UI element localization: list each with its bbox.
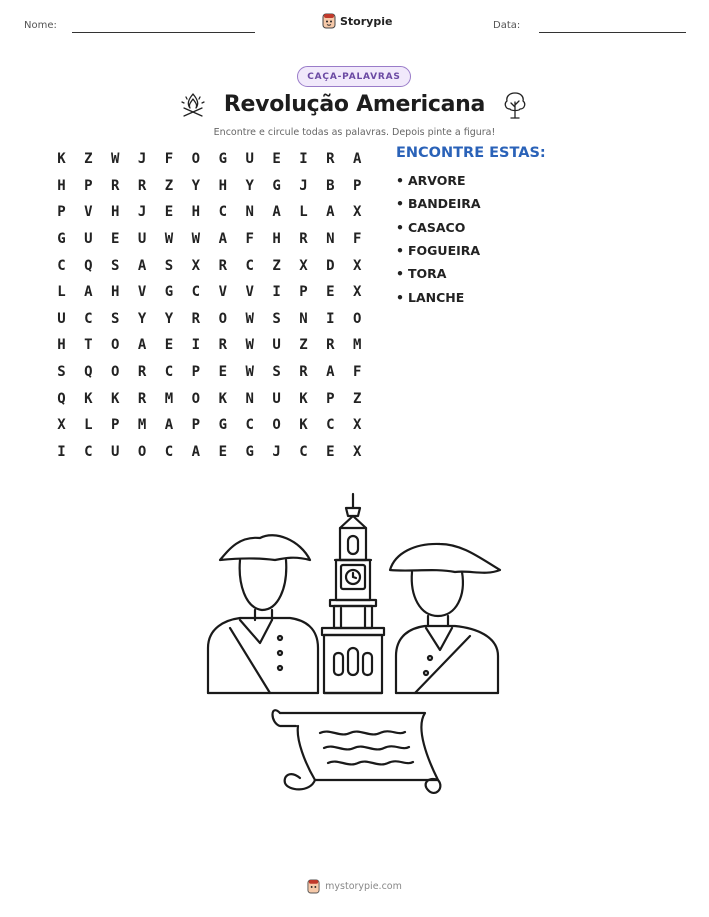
grid-letter[interactable]: Y [137,310,147,327]
grid-letter[interactable]: O [353,310,362,327]
grid-letter[interactable]: U [111,443,120,460]
grid-letter[interactable]: E [164,204,174,221]
grid-letter[interactable]: K [218,390,227,407]
grid-letter[interactable]: C [299,443,308,460]
grid-letter[interactable]: Q [84,257,93,274]
grid-letter[interactable]: C [326,417,335,434]
grid-letter[interactable]: S [164,257,174,274]
left-soldier-figure [208,535,318,693]
grid-row [48,306,371,333]
grid-letter[interactable]: X [353,417,362,434]
word-text: BANDEIRA [408,196,481,212]
grid-letter[interactable]: B [326,177,335,194]
grid-letter[interactable]: S [111,310,120,327]
grid-letter[interactable]: S [272,364,281,381]
grid-row [48,359,371,386]
grid-letter[interactable]: C [84,443,93,460]
grid-letter[interactable]: U [272,337,281,354]
grid-letter[interactable]: X [353,204,362,221]
grid-letter[interactable]: V [245,284,254,301]
grid-letter[interactable]: N [245,390,254,407]
grid-letter[interactable]: P [111,417,120,434]
grid-letter[interactable]: K [57,151,66,168]
grid-letter[interactable]: X [57,417,66,434]
grid-letter[interactable]: A [164,417,174,434]
grid-letter[interactable]: S [272,310,281,327]
bullet: • [396,173,404,189]
grid-letter[interactable]: Z [84,151,93,168]
logo-icon [322,13,336,29]
grid-letter[interactable]: A [84,284,93,301]
grid-letter[interactable]: Y [245,177,254,194]
grid-letter[interactable]: U [272,390,281,407]
grid-letter[interactable]: J [137,204,147,221]
grid-letter[interactable]: A [353,151,362,168]
grid-letter[interactable]: C [245,257,254,274]
grid-letter[interactable]: A [326,364,335,381]
date-label: Data: [493,20,521,31]
grid-letter[interactable]: O [272,417,281,434]
grid-letter[interactable]: F [164,151,174,168]
grid-letter[interactable]: L [84,417,93,434]
grid-letter[interactable]: I [326,310,335,327]
grid-letter[interactable]: U [137,231,147,248]
name-line[interactable] [72,32,255,33]
brand [322,13,392,29]
grid-letter[interactable]: J [299,177,308,194]
grid-letter[interactable]: H [191,204,201,221]
grid-letter[interactable]: V [137,284,147,301]
grid-letter[interactable]: C [57,257,66,274]
grid-row [48,199,371,226]
grid-letter[interactable]: A [137,337,147,354]
grid-letter[interactable]: S [57,364,66,381]
grid-letter[interactable]: E [111,231,120,248]
brand-name: Storypie [340,14,393,28]
grid-letter[interactable]: M [353,337,362,354]
grid-letter[interactable]: X [299,257,308,274]
word-list-item [396,262,481,285]
grid-letter[interactable]: R [191,310,201,327]
word-search-grid [48,146,371,465]
grid-letter[interactable]: X [353,443,362,460]
grid-letter[interactable]: H [57,337,66,354]
grid-letter[interactable]: W [245,310,254,327]
word-list-item [396,285,481,308]
word-list-title: ENCONTRE ESTAS: [396,145,546,161]
grid-letter[interactable]: I [57,443,66,460]
grid-letter[interactable]: O [191,390,201,407]
word-list-item [396,216,481,239]
grid-letter[interactable]: M [164,390,174,407]
grid-letter[interactable]: L [299,204,308,221]
grid-letter[interactable]: O [191,151,201,168]
grid-letter[interactable]: U [57,310,66,327]
grid-letter[interactable]: R [137,390,147,407]
grid-letter[interactable]: I [299,151,308,168]
grid-letter[interactable]: C [191,284,201,301]
grid-letter[interactable]: R [137,177,147,194]
grid-letter[interactable]: D [326,257,335,274]
grid-letter[interactable]: P [353,177,362,194]
grid-letter[interactable]: H [111,284,120,301]
grid-letter[interactable]: V [84,204,93,221]
grid-letter[interactable]: A [326,204,335,221]
word-list-item [396,192,481,215]
grid-letter[interactable]: K [299,417,308,434]
grid-row [48,252,371,279]
grid-letter[interactable]: G [164,284,174,301]
grid-letter[interactable]: I [191,337,201,354]
right-soldier-figure [390,544,500,693]
scroll-document [273,710,441,793]
grid-letter[interactable]: H [272,231,281,248]
grid-letter[interactable]: X [353,257,362,274]
grid-letter[interactable]: N [245,204,254,221]
word-text: LANCHE [408,289,465,305]
grid-row [48,279,371,306]
grid-letter[interactable]: E [326,443,335,460]
grid-row [48,226,371,253]
grid-letter[interactable]: O [218,310,227,327]
grid-letter[interactable]: E [272,151,281,168]
grid-letter[interactable]: R [218,337,227,354]
grid-letter[interactable]: W [191,231,201,248]
grid-letter[interactable]: E [218,443,227,460]
grid-letter[interactable]: K [299,390,308,407]
word-text: FOGUEIRA [408,243,481,259]
name-label: Nome: [24,20,57,31]
grid-letter[interactable]: W [164,231,174,248]
grid-letter[interactable]: G [218,151,227,168]
grid-letter[interactable]: X [191,257,201,274]
grid-letter[interactable]: E [218,364,227,381]
grid-letter[interactable]: R [326,337,335,354]
category-badge: CAÇA-PALAVRAS [297,66,411,87]
grid-letter[interactable]: X [353,284,362,301]
grid-letter[interactable]: Z [299,337,308,354]
grid-letter[interactable]: P [84,177,93,194]
grid-letter[interactable]: C [218,204,227,221]
grid-letter[interactable]: K [111,390,120,407]
grid-letter[interactable]: I [272,284,281,301]
grid-letter[interactable]: C [245,417,254,434]
grid-letter[interactable]: R [137,364,147,381]
grid-row [48,332,371,359]
grid-row [48,146,371,173]
grid-letter[interactable]: A [137,257,147,274]
grid-letter[interactable]: G [272,177,281,194]
revolution-illustration [200,488,510,808]
grid-letter[interactable]: R [111,177,120,194]
grid-letter[interactable]: P [191,364,201,381]
grid-letter[interactable]: Y [164,310,174,327]
grid-letter[interactable]: N [299,310,308,327]
grid-letter[interactable]: C [164,443,174,460]
bullet: • [396,266,404,282]
grid-letter[interactable]: M [137,417,147,434]
grid-letter[interactable]: G [57,231,66,248]
grid-letter[interactable]: Z [353,390,362,407]
word-text: TORA [408,266,447,282]
grid-letter[interactable]: R [299,231,308,248]
word-list-item [396,169,481,192]
grid-letter[interactable]: P [191,417,201,434]
bullet: • [396,243,404,259]
grid-letter[interactable]: T [84,337,93,354]
grid-letter[interactable]: P [299,284,308,301]
grid-letter[interactable]: Y [191,177,201,194]
grid-row [48,385,371,412]
page-title: Revolução Americana [223,92,486,117]
grid-letter[interactable]: F [353,231,362,248]
grid-letter[interactable]: J [272,443,281,460]
grid-letter[interactable]: J [137,151,147,168]
grid-letter[interactable]: W [245,337,254,354]
grid-letter[interactable]: Q [57,390,66,407]
clock-tower [322,494,384,693]
grid-letter[interactable]: O [111,337,120,354]
footer-url[interactable]: mystorypie.com [325,881,402,892]
grid-letter[interactable]: W [111,151,120,168]
word-text: CASACO [408,219,466,235]
grid-letter[interactable]: E [326,284,335,301]
grid-letter[interactable]: F [245,231,254,248]
grid-letter[interactable]: N [326,231,335,248]
grid-letter[interactable]: Z [272,257,281,274]
grid-letter[interactable]: A [191,443,201,460]
grid-letter[interactable]: H [57,177,66,194]
grid-letter[interactable]: G [245,443,254,460]
footer-logo-icon [307,879,320,894]
word-list-item [396,239,481,262]
grid-letter[interactable]: O [137,443,147,460]
bullet: • [396,219,404,235]
grid-letter[interactable]: P [326,390,335,407]
grid-letter[interactable]: R [218,257,227,274]
grid-letter[interactable]: P [57,204,66,221]
date-line[interactable] [539,32,686,33]
grid-letter[interactable]: O [111,364,120,381]
grid-letter[interactable]: F [353,364,362,381]
grid-letter[interactable]: U [245,151,254,168]
bullet: • [396,289,404,305]
bullet: • [396,196,404,212]
grid-letter[interactable]: U [84,231,93,248]
grid-letter[interactable]: C [84,310,93,327]
grid-letter[interactable]: R [299,364,308,381]
grid-letter[interactable]: R [326,151,335,168]
grid-letter[interactable]: H [111,204,120,221]
grid-letter[interactable]: A [272,204,281,221]
grid-letter[interactable]: L [57,284,66,301]
grid-letter[interactable]: W [245,364,254,381]
grid-letter[interactable]: V [218,284,227,301]
grid-letter[interactable]: Q [84,364,93,381]
grid-letter[interactable]: K [84,390,93,407]
word-text: ARVORE [408,173,466,189]
footer [0,879,709,894]
word-list [396,169,481,309]
grid-letter[interactable]: A [218,231,227,248]
grid-row [48,439,371,466]
grid-row [48,412,371,439]
grid-letter[interactable]: E [164,337,174,354]
grid-letter[interactable]: S [111,257,120,274]
grid-letter[interactable]: G [218,417,227,434]
grid-letter[interactable]: C [164,364,174,381]
grid-row [48,173,371,200]
instructions: Encontre e circule todas as palavras. Depois pinte a figura! [213,127,496,138]
grid-letter[interactable]: Z [164,177,174,194]
grid-letter[interactable]: H [218,177,227,194]
